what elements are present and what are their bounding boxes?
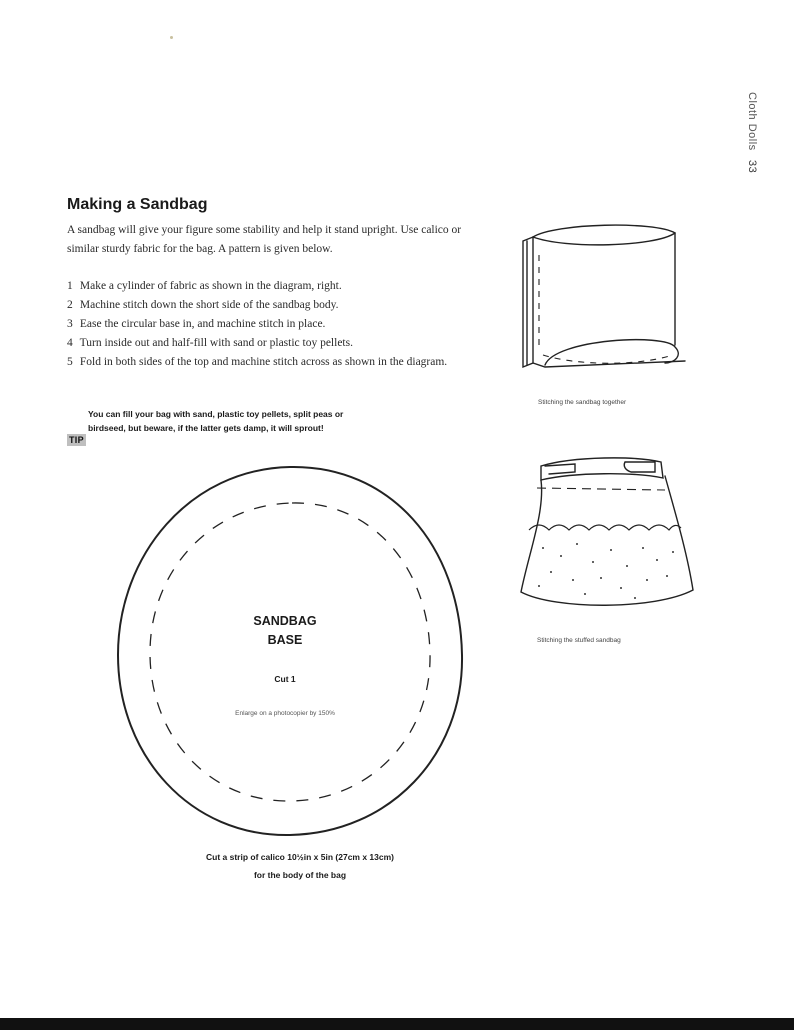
step-number: 5 (67, 356, 73, 368)
running-head-title: Cloth Dolls (746, 92, 758, 151)
step-number: 3 (67, 318, 73, 330)
section-heading: Making a Sandbag (67, 196, 208, 213)
strip-line1: Cut a strip of calico 10½in x 5in (27cm x 13cm) (205, 852, 395, 862)
step-number: 2 (67, 299, 73, 311)
tip-text: You can fill your bag with sand, plastic toy pellets, split peas or birdseed, but beware, if the latter gets damp, it will sprout! (88, 409, 344, 433)
step-text: Make a cylinder of fabric as shown in the diagram, right. (79, 280, 342, 292)
page-number: 33 (746, 160, 758, 174)
step-text: Fold in both sides of the top and machine stitch across as shown in the diagram. (79, 356, 448, 368)
step-number: 4 (67, 337, 73, 349)
pattern-title (220, 612, 350, 650)
step-item (67, 315, 467, 334)
pattern-enlarge-note: Enlarge on a photocopier by 150% (235, 710, 335, 717)
stuffed-diagram (515, 452, 700, 622)
sandbag-base-pattern (110, 455, 470, 845)
scan-edge-bar (0, 1018, 794, 1030)
pattern-cut-count: Cut 1 (274, 674, 296, 684)
stuffed-caption: Stitching the stuffed sandbag (537, 637, 621, 644)
step-item (67, 296, 467, 315)
step-item (67, 277, 467, 296)
step-text: Ease the circular base in, and machine stitch in place. (79, 318, 326, 330)
step-item (67, 334, 467, 353)
step-item (67, 353, 467, 372)
intro-paragraph: A sandbag will give your figure some stability and help it stand upright. Use calico or similar sturdy fabric for the bag. A pattern is given below. (67, 224, 462, 255)
tip-badge: TIP (69, 435, 84, 445)
instruction-steps (67, 277, 467, 372)
stitching-caption: Stitching the sandbag together (538, 399, 627, 406)
running-head (728, 92, 758, 172)
step-text: Turn inside out and half-fill with sand or plastic toy pellets. (79, 337, 353, 349)
strip-line2: for the body of the bag (253, 870, 347, 880)
strip-instructions (150, 848, 450, 884)
print-speck (170, 36, 173, 39)
step-text: Machine stitch down the short side of the sandbag body. (79, 299, 339, 311)
pattern-title-line1: SANDBAG (253, 614, 317, 628)
stitching-diagram (515, 215, 695, 375)
pattern-title-line2: BASE (267, 633, 303, 647)
step-number: 1 (67, 280, 73, 292)
